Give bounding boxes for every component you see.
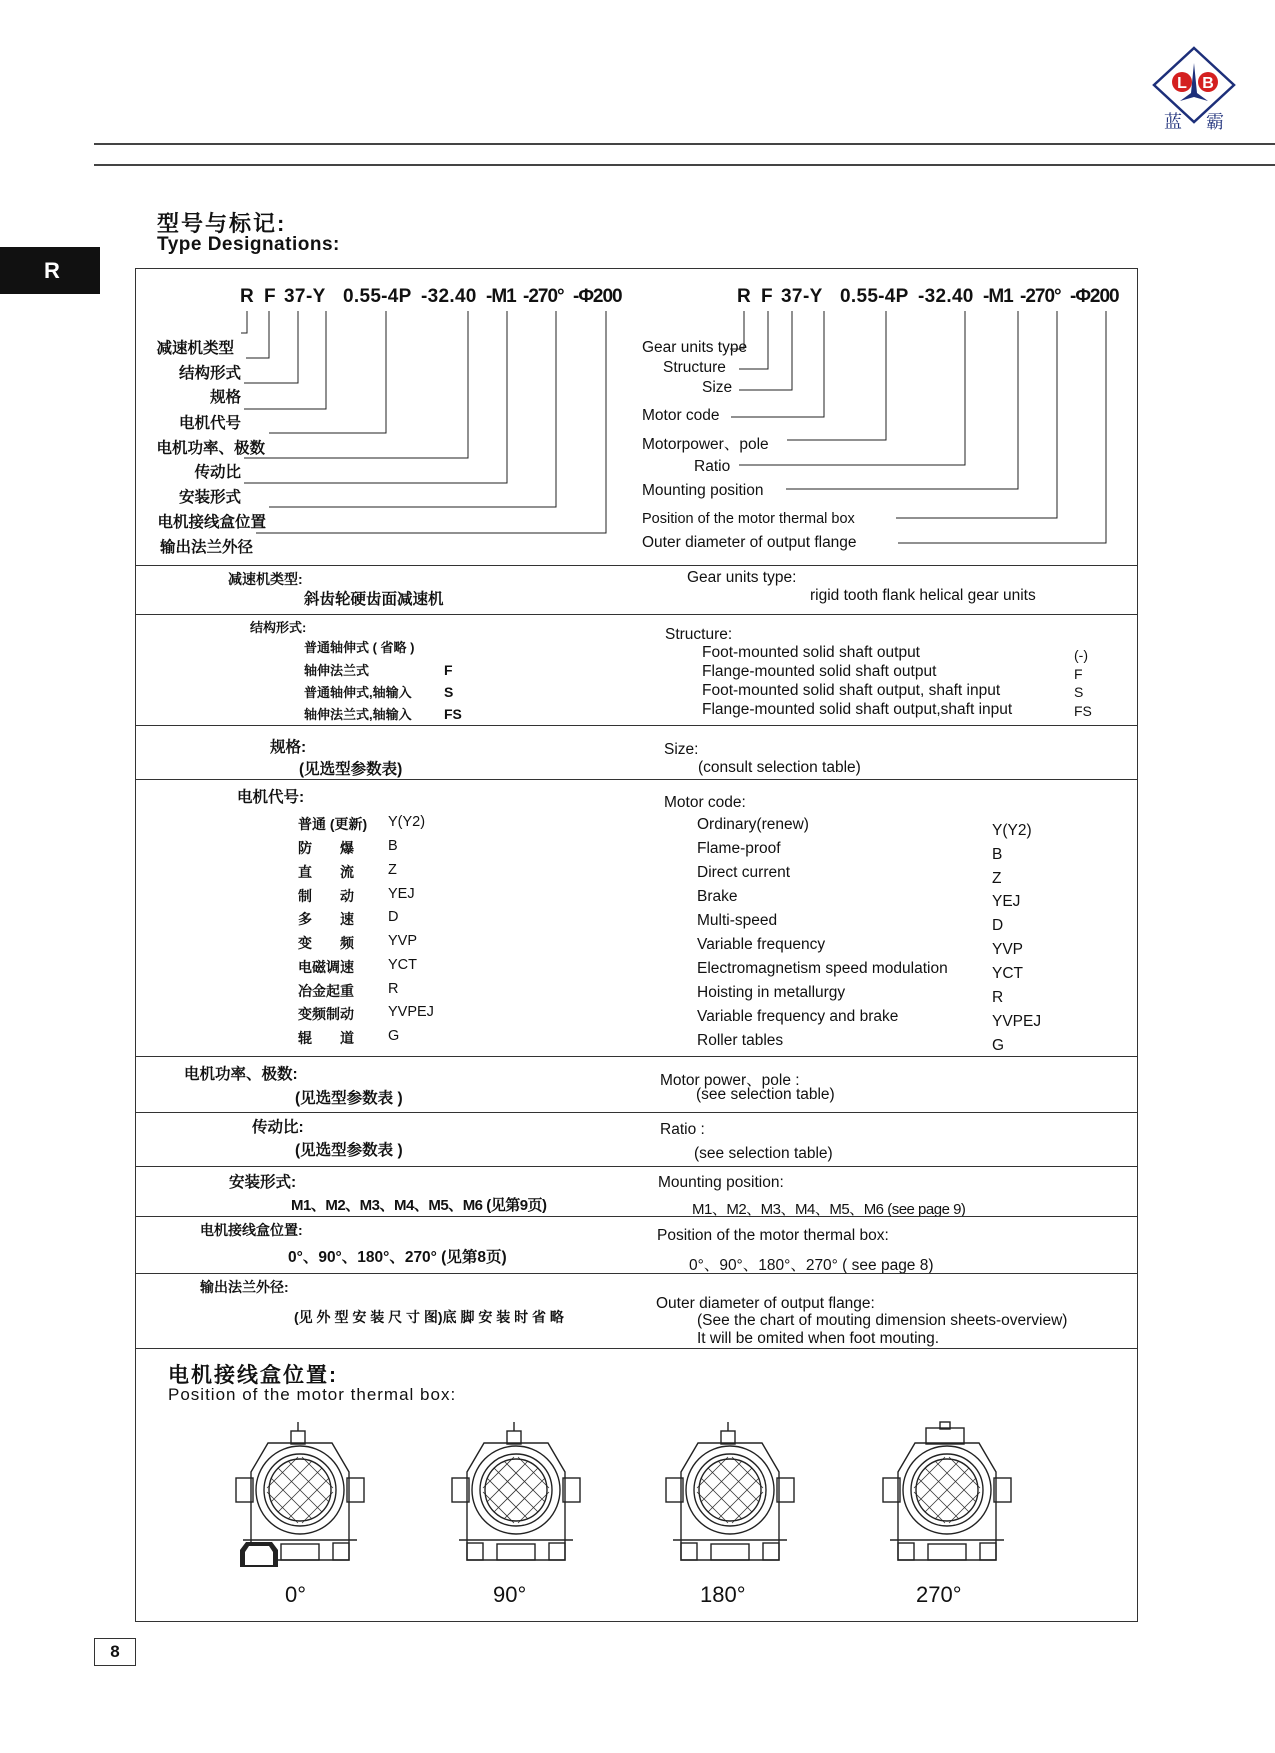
row-divider (136, 1166, 1137, 1167)
motor-code-label-en: Motor code: (664, 794, 746, 811)
label-gear-type: 减速机类型 (156, 340, 234, 357)
motor-code-en: Brake (697, 888, 738, 905)
thermal-box-label-cn: 电机接线盒位置: (200, 1222, 303, 1238)
mounting-label-en: Mounting position: (658, 1174, 784, 1191)
thermal-box-value-cn: 0°、90°、180°、270° (见第8页) (288, 1249, 507, 1266)
motor-power-value-cn: (见选型参数表 ) (295, 1090, 403, 1107)
motor-code-value: YCT (992, 965, 1023, 982)
motor-code-cn: 防 爆 (298, 840, 354, 856)
header-rule-bottom (94, 164, 1275, 166)
motor-code-value: YVPEJ (992, 1013, 1042, 1030)
structure-row-en: Flange-mounted solid shaft output (702, 663, 937, 680)
gear-type-label-en: Gear units type: (687, 569, 797, 586)
motor-code-en: Hoisting in metallurgy (697, 984, 846, 1001)
thermal-section-title-cn: 电机接线盒位置: (168, 1364, 338, 1387)
row-divider (136, 1348, 1137, 1349)
code-part: -Φ200 (1070, 286, 1119, 307)
gear-type-value-en: rigid tooth flank helical gear units (810, 587, 1036, 604)
code-part: R (737, 286, 752, 307)
structure-row-cn: 普通轴伸式 ( 省略 ) (304, 640, 415, 655)
motor-code-value: Z (388, 862, 397, 878)
motor-code-cn: 变 频 (298, 935, 354, 951)
code-part: R (240, 286, 255, 307)
code-part: 0.55-4P (840, 286, 909, 307)
ratio-label-en: Ratio : (660, 1121, 705, 1138)
motor-code-value: YVPEJ (388, 1004, 434, 1020)
structure-code-en: S (1074, 684, 1084, 700)
motor-code-en: Variable frequency (697, 936, 826, 953)
structure-label-en: Structure: (665, 626, 733, 643)
motor-code-en: Multi-speed (697, 912, 778, 929)
size-value-cn: (见选型参数表) (299, 761, 403, 778)
row-divider (136, 725, 1137, 726)
gearbox-drawing-0deg (233, 1420, 367, 1568)
motor-code-cn: 直 流 (298, 864, 354, 880)
motor-code-value: D (992, 917, 1004, 934)
label-ratio: 传动比 (194, 464, 241, 481)
structure-code-cn: F (444, 662, 453, 678)
flange-value-en: (See the chart of mouting dimension sheets-overview) (697, 1312, 1068, 1329)
gearbox-drawing-270deg (880, 1420, 1014, 1568)
motor-code-label-cn: 电机代号: (237, 789, 305, 806)
motor-code-en: Direct current (697, 864, 791, 881)
flange-value-en: It will be omited when foot mouting. (697, 1330, 940, 1347)
mounting-value-en: M1、M2、M3、M4、M5、M6 (see page 9) (692, 1201, 966, 1218)
thermal-section-title-en: Position of the motor thermal box: (168, 1385, 457, 1404)
svg-text:蓝: 蓝 (1164, 112, 1182, 133)
motor-code-value: YEJ (388, 886, 415, 902)
svg-text:霸: 霸 (1206, 112, 1224, 133)
motor-power-label-cn: 电机功率、极数: (184, 1066, 298, 1083)
size-label-en: Size: (664, 741, 699, 758)
ratio-label-cn: 传动比: (252, 1119, 304, 1136)
code-part: 37 (284, 286, 306, 307)
row-divider (136, 1056, 1137, 1057)
motor-code-cn: 多 速 (298, 911, 354, 927)
label-ratio: Ratio (694, 458, 731, 475)
structure-row-cn: 轴伸法兰式 (304, 663, 370, 678)
motor-code-value: G (388, 1028, 400, 1044)
motor-code-value: B (388, 838, 398, 854)
motor-code-cn: 冶金起重 (298, 983, 354, 999)
designation-table (135, 268, 1138, 1622)
motor-power-label-en: Motor power、pole : (660, 1072, 800, 1089)
gear-type-label-cn: 减速机类型: (228, 571, 303, 587)
code-part: -270° (1020, 286, 1061, 307)
row-divider (136, 1216, 1137, 1217)
structure-label-cn: 结构形式: (250, 620, 307, 635)
label-thermal-box: 电机接线盒位置 (157, 514, 266, 531)
label-motor-power: Motorpower、pole (642, 436, 769, 453)
label-flange: 输出法兰外径 (159, 539, 253, 556)
structure-row-cn: 轴伸法兰式,轴输入 (304, 707, 412, 722)
code-part: -Φ200 (573, 286, 622, 307)
structure-code-cn: S (444, 684, 454, 700)
row-divider (136, 614, 1137, 615)
structure-row-cn: 普通轴伸式,轴输入 (304, 685, 412, 700)
thermal-box-label-en: Position of the motor thermal box: (657, 1227, 889, 1244)
row-divider (136, 779, 1137, 780)
motor-code-value: Y(Y2) (992, 822, 1032, 839)
structure-code-en: (-) (1074, 647, 1088, 663)
angle-label-270: 270° (916, 1582, 962, 1607)
angle-label-0: 0° (285, 1582, 307, 1607)
motor-code-value: YCT (388, 957, 417, 973)
code-part: -270° (523, 286, 564, 307)
motor-code-en: Electromagnetism speed modulation (697, 960, 948, 977)
label-structure: 结构形式 (178, 365, 241, 382)
motor-code-cn: 辊 道 (298, 1030, 354, 1046)
motor-code-cn: 普通 (更新) (298, 816, 368, 832)
label-structure: Structure (663, 359, 726, 376)
code-part: -M1 (486, 286, 516, 307)
page-title-en: Type Designations: (157, 234, 340, 255)
designation-leader-lines (136, 269, 1137, 565)
flange-label-en: Outer diameter of output flange: (656, 1295, 875, 1312)
size-label-cn: 规格: (270, 739, 307, 756)
mounting-value-cn: M1、M2、M3、M4、M5、M6 (见第9页) (291, 1197, 547, 1214)
label-motor-code: Motor code (642, 407, 720, 424)
label-thermal-box: Position of the motor thermal box (642, 511, 855, 527)
row-divider (136, 1112, 1137, 1113)
motor-code-value: YVP (388, 933, 418, 949)
motor-code-en: Ordinary(renew) (697, 816, 809, 833)
gearbox-drawing-90deg (449, 1420, 583, 1568)
angle-label-90: 90° (493, 1582, 527, 1607)
page-title-cn: 型号与标记: (157, 211, 287, 236)
label-size: Size (702, 379, 733, 396)
mounting-label-cn: 安装形式: (229, 1174, 297, 1191)
row-divider (136, 565, 1137, 566)
structure-row-en: Foot-mounted solid shaft output, shaft input (702, 682, 1001, 699)
code-part: -32.40 (421, 286, 477, 307)
code-part: -Y (306, 286, 326, 307)
ratio-value-cn: (见选型参数表 ) (295, 1142, 403, 1159)
page-number: 8 (94, 1638, 136, 1666)
code-part: F (761, 286, 773, 307)
gearbox-drawing-180deg (663, 1420, 797, 1568)
motor-code-cn: 变频制动 (298, 1006, 354, 1022)
motor-code-value: YVP (992, 941, 1024, 958)
row-divider (136, 1273, 1137, 1274)
motor-power-value-en: (see selection table) (696, 1086, 835, 1103)
label-gear-type: Gear units type (642, 339, 748, 356)
structure-code-en: F (1074, 666, 1083, 682)
structure-code-cn: FS (444, 706, 462, 722)
label-flange: Outer diameter of output flange (642, 534, 857, 551)
code-part: 37 (781, 286, 803, 307)
motor-code-value: B (992, 846, 1003, 863)
code-part: F (264, 286, 276, 307)
motor-code-cn: 电磁调速 (298, 959, 354, 975)
label-motor-power: 电机功率、极数 (156, 440, 265, 457)
motor-code-en: Roller tables (697, 1032, 784, 1049)
label-size: 规格 (209, 389, 241, 406)
motor-code-en: Variable frequency and brake (697, 1008, 899, 1025)
motor-code-value: R (388, 981, 399, 997)
angle-label-180: 180° (700, 1582, 746, 1607)
structure-row-en: Flange-mounted solid shaft output,shaft input (702, 701, 1013, 718)
section-tab: R (0, 247, 100, 294)
label-mounting: Mounting position (642, 482, 764, 499)
header-rule-top (94, 143, 1275, 145)
motor-code-value: R (992, 989, 1004, 1006)
motor-code-value: Z (992, 870, 1002, 887)
flange-label-cn: 输出法兰外径: (200, 1279, 289, 1295)
motor-code-value: YEJ (992, 893, 1021, 910)
svg-text:L: L (1177, 75, 1187, 92)
code-part: 0.55-4P (343, 286, 412, 307)
motor-code-value: Y(Y2) (388, 814, 426, 830)
motor-code-cn: 制 动 (298, 888, 354, 904)
label-mounting: 安装形式 (178, 489, 241, 506)
ratio-value-en: (see selection table) (694, 1145, 833, 1162)
structure-code-en: FS (1074, 703, 1092, 719)
code-part: -M1 (983, 286, 1013, 307)
size-value-en: (consult selection table) (698, 759, 861, 776)
code-part: -32.40 (918, 286, 974, 307)
motor-code-en: Flame-proof (697, 840, 781, 857)
label-motor-code: 电机代号 (178, 415, 241, 432)
motor-code-value: G (992, 1037, 1005, 1054)
thermal-box-value-en: 0°、90°、180°、270° ( see page 8) (689, 1257, 934, 1274)
brand-logo (1150, 45, 1238, 133)
svg-text:B: B (1202, 75, 1214, 92)
gear-type-value-cn: 斜齿轮硬齿面减速机 (304, 591, 444, 608)
flange-value-cn: (见 外 型 安 装 尺 寸 图)底 脚 安 装 时 省 略 (294, 1309, 564, 1325)
motor-code-value: D (388, 909, 399, 925)
structure-row-en: Foot-mounted solid shaft output (702, 644, 920, 661)
code-part: -Y (803, 286, 823, 307)
